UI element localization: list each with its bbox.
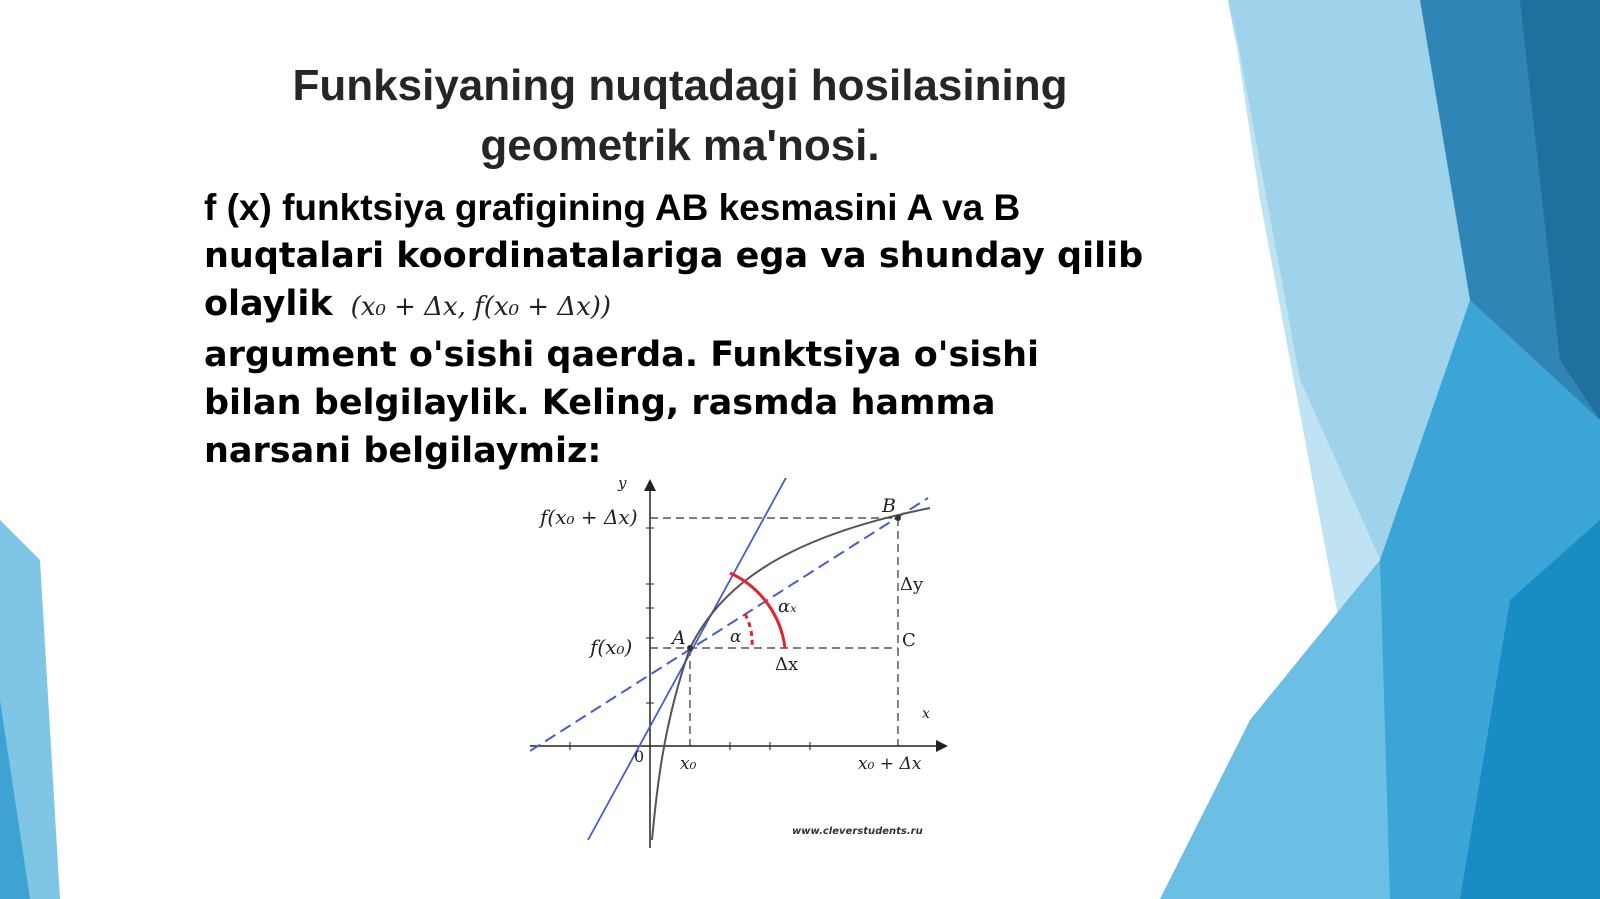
guide-lines bbox=[650, 518, 898, 746]
label-origin: 0 bbox=[634, 747, 645, 766]
body-line-4: argument o'sishi qaerda. Funktsiya o'sishi bbox=[204, 335, 1040, 375]
label-alpha: α bbox=[730, 627, 742, 647]
label-f-x0: f(x₀) bbox=[590, 635, 633, 659]
point-b-formula: (x₀ + Δx, f(x₀ + Δx)) bbox=[350, 292, 612, 322]
label-alpha-x: αₓ bbox=[778, 596, 797, 617]
y-axis-label: y bbox=[618, 478, 627, 492]
body-text bbox=[204, 184, 1144, 475]
label-delta-y: Δy bbox=[900, 574, 924, 595]
title-line-2: geometrik ma'nosi. bbox=[480, 121, 880, 170]
body-line-2: nuqtalari koordinatalariga ega va shunday qilib bbox=[204, 236, 1144, 276]
figure-watermark: www.cleverstudents.ru bbox=[792, 826, 923, 837]
right-decoration bbox=[1160, 0, 1600, 899]
point-a bbox=[687, 645, 693, 651]
angle-arc-alpha bbox=[745, 614, 752, 648]
body-line-5: bilan belgilaylik. Keling, rasmda hamma bbox=[204, 383, 996, 423]
tangent-line bbox=[588, 478, 788, 840]
label-c: C bbox=[902, 630, 916, 651]
title-line-1: Funksiyaning nuqtadagi hosilasining bbox=[292, 61, 1068, 110]
secant-line bbox=[530, 498, 928, 751]
label-b: B bbox=[882, 495, 896, 517]
label-x0-dx: x₀ + Δx bbox=[858, 754, 922, 774]
body-line-3: olaylik bbox=[204, 284, 333, 324]
x-axis-label: x bbox=[922, 706, 930, 722]
slide-title bbox=[200, 56, 1160, 176]
body-line-6: narsani belgilaymiz: bbox=[204, 431, 602, 471]
label-f-x0-dx: f(x₀ + Δx) bbox=[540, 505, 638, 529]
body-line-1: f (x) funktsiya grafigining AB kesmasini A va B bbox=[204, 187, 1021, 228]
left-decoration bbox=[0, 520, 60, 899]
label-delta-x-mid: Δx bbox=[775, 654, 799, 675]
body-line-3-wrap bbox=[204, 280, 1124, 331]
label-x0: x₀ bbox=[680, 754, 697, 774]
label-a: A bbox=[672, 627, 686, 649]
derivative-figure bbox=[530, 478, 960, 863]
